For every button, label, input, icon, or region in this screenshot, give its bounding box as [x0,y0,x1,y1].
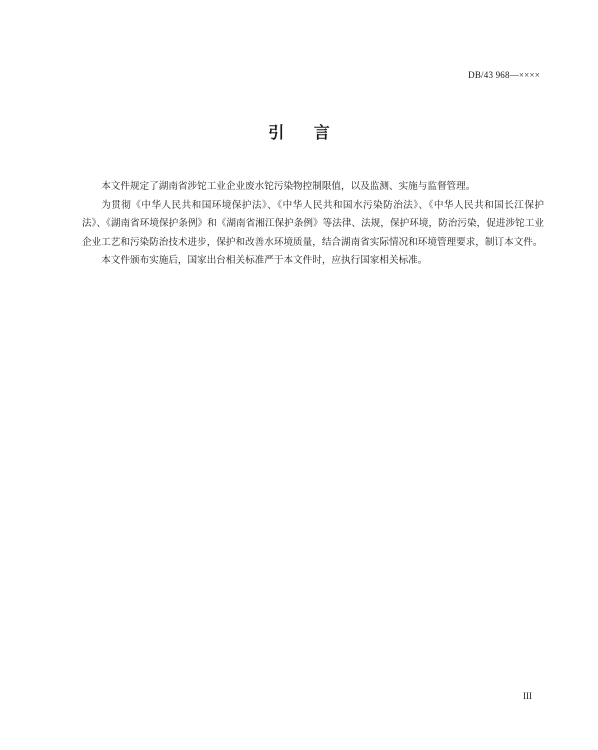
paragraph-basis: 为贯彻《中华人民共和国环境保护法》、《中华人民共和国水污染防治法》、《中华人民共和国长江保护法》、《湖南省环境保护条例》和《湖南省湘江保护条例》等法律、法规，保护环境，防治污染，促进涉铊工业企业工艺和污染防治技术进步，保护和改善水环境质量，结合湖南省实际情况和环境管理要求，制订本文件。 [82,199,544,248]
paragraph-scope: 本文件规定了湖南省涉铊工业企业废水铊污染物控制限值，以及监测、实施与监督管理。 [101,181,476,192]
document-body [82,178,544,271]
section-title: 引 言 [268,123,342,142]
document-code: DB/43 968—×××× [468,70,540,80]
paragraph-implementation: 本文件颁布实施后，国家出台相关标准严于本文件时，应执行国家相关标准。 [101,255,428,266]
page-number: III [523,691,532,701]
